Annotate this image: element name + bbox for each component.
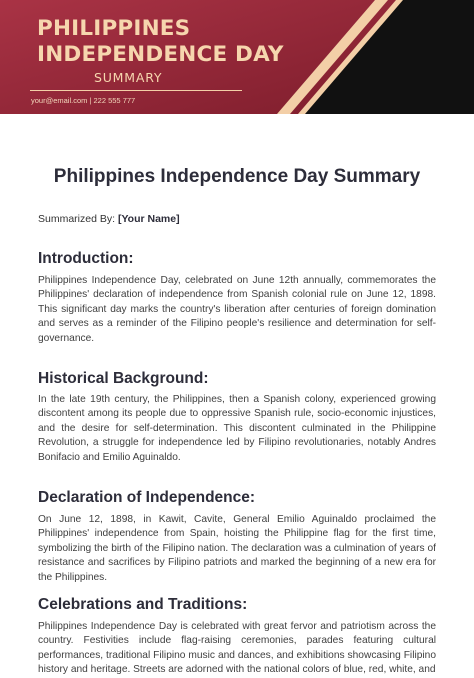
- header-title: PHILIPPINES INDEPENDENCE DAY: [37, 16, 284, 67]
- section-body-historical-background: In the late 19th century, the Philippines, then a Spanish colony, experienced growing discontent among its people due to oppressive Spanish rule, socio-economic injustices, and the desire for self-determination. This discontent culminated in the Philippine Revolution, a struggle for independence led by Filipino revolutionaries, notably Andres Bonifacio and Emilio Aguinaldo.: [38, 394, 436, 463]
- section-heading-introduction: Introduction:: [38, 250, 134, 267]
- page-title: Philippines Independence Day Summary: [53, 166, 421, 187]
- section-body-declaration: On June 12, 1898, in Kawit, Cavite, General Emilio Aguinaldo proclaimed the Philippines' independence from Spain, hoisting the Philippine flag for the first time, symbolizing the birth of the Filipino nation. The declaration was a culmination of years of resistance and sacrifices by Filipino patriots and marked the beginning of a new era for the Philippines.: [38, 514, 436, 583]
- header-banner: [0, 0, 474, 114]
- header-contact: your@email.com | 222 555 777: [31, 96, 136, 105]
- section-heading-declaration: Declaration of Independence:: [38, 489, 256, 506]
- section-heading-historical-background: Historical Background:: [38, 370, 209, 387]
- byline: [38, 213, 180, 225]
- section-heading-celebrations: Celebrations and Traditions:: [38, 596, 248, 613]
- section-body-introduction: Philippines Independence Day, celebrated on June 12th annually, commemorates the Philippines' declaration of independence from Spanish colonial rule on June 12, 1898. This significant day marks the country's liberation after centuries of foreign domination and serves as a reminder of the Filipino people's resilience and determination for self-governance.: [38, 275, 436, 344]
- section-body-celebrations: Philippines Independence Day is celebrated with great fervor and patriotism across the country. Festivities include flag-raising ceremonies, parades featuring cultural performances, traditional Filipino music and dances, and exhibitions showcasing Filipino history and heritage. Streets are adorned with the national colors of blue, red, white, and: [38, 621, 436, 676]
- byline-value: [Your Name]: [117, 213, 180, 225]
- header-subtitle: SUMMARY: [94, 70, 163, 85]
- byline-label: Summarized By:: [38, 213, 118, 225]
- header-divider: [30, 90, 242, 91]
